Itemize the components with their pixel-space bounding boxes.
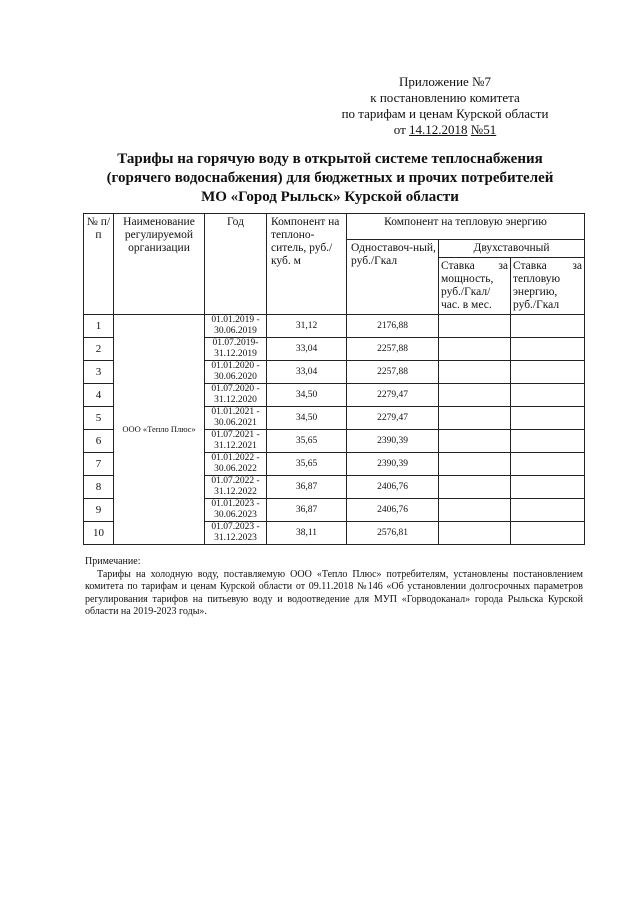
period-from: 01.07.2021 -	[211, 430, 260, 440]
header-energy: Компонент на тепловую энергию	[347, 214, 585, 240]
period-cell	[205, 407, 267, 430]
energy-rate-value	[511, 384, 585, 407]
period-from: 01.01.2023 -	[211, 499, 260, 509]
energy-rate-value	[511, 499, 585, 522]
carrier-component: 34,50	[267, 384, 347, 407]
period-to: 30.06.2022	[214, 464, 257, 474]
row-number: 8	[84, 476, 114, 499]
title-line-3: МО «Город Рыльск» Курской области	[201, 189, 459, 205]
single-rate-value: 2257,88	[347, 338, 439, 361]
capacity-rate-value	[439, 476, 511, 499]
period-cell	[205, 361, 267, 384]
period-cell	[205, 476, 267, 499]
period-cell	[205, 430, 267, 453]
header-energy-rate: Ставка за тепловую энергию, руб./Гкал	[511, 258, 585, 315]
energy-rate-value	[511, 453, 585, 476]
period-to: 31.12.2023	[214, 533, 257, 543]
single-rate-value: 2257,88	[347, 361, 439, 384]
period-cell	[205, 522, 267, 545]
header-num: № п/п	[84, 214, 114, 315]
carrier-component: 31,12	[267, 315, 347, 338]
document-title	[90, 150, 570, 207]
period-from: 01.01.2020 -	[211, 361, 260, 371]
row-number: 6	[84, 430, 114, 453]
capacity-rate-value	[439, 338, 511, 361]
period-from: 01.07.2020 -	[211, 384, 260, 394]
energy-rate-value	[511, 407, 585, 430]
capacity-rate-value	[439, 430, 511, 453]
energy-rate-value	[511, 430, 585, 453]
carrier-component: 34,50	[267, 407, 347, 430]
carrier-component: 35,65	[267, 453, 347, 476]
header-year: Год	[205, 214, 267, 315]
period-cell	[205, 453, 267, 476]
carrier-component: 33,04	[267, 361, 347, 384]
carrier-component: 33,04	[267, 338, 347, 361]
row-number: 4	[84, 384, 114, 407]
period-from: 01.07.2023 -	[211, 522, 260, 532]
row-number: 9	[84, 499, 114, 522]
carrier-component: 36,87	[267, 499, 347, 522]
period-cell	[205, 338, 267, 361]
period-from: 01.07.2019-	[212, 338, 259, 348]
period-from: 01.01.2021 -	[211, 407, 260, 417]
title-line-2: (горячего водоснабжения) для бюджетных и прочих потребителей	[106, 170, 554, 186]
note-block	[85, 556, 583, 619]
period-from: 01.01.2022 -	[211, 453, 260, 463]
row-number: 7	[84, 453, 114, 476]
row-number: 5	[84, 407, 114, 430]
single-rate-value: 2576,81	[347, 522, 439, 545]
period-to: 30.06.2023	[214, 510, 257, 520]
table-row	[84, 315, 585, 338]
single-rate-value: 2406,76	[347, 476, 439, 499]
energy-rate-value	[511, 522, 585, 545]
appendix-line-2: к постановлению комитета	[370, 90, 520, 105]
capacity-rate-value	[439, 384, 511, 407]
period-from: 01.07.2022 -	[211, 476, 260, 486]
header-carrier: Компонент на теплоно-ситель, руб./куб. м	[267, 214, 347, 315]
capacity-rate-value	[439, 522, 511, 545]
carrier-component: 35,65	[267, 430, 347, 453]
period-cell	[205, 315, 267, 338]
period-to: 31.12.2020	[214, 395, 257, 405]
capacity-rate-value	[439, 361, 511, 384]
header-org: Наименование регулируемой организации	[114, 214, 205, 315]
header-capacity-rate: Ставка за мощность, руб./Гкал/час. в мес.	[439, 258, 511, 315]
header-double-rate: Двухставочный	[439, 240, 585, 258]
appendix-date-line	[330, 122, 560, 138]
single-rate-value: 2406,76	[347, 499, 439, 522]
carrier-component: 36,87	[267, 476, 347, 499]
single-rate-value: 2176,88	[347, 315, 439, 338]
energy-rate-value	[511, 315, 585, 338]
energy-rate-value	[511, 338, 585, 361]
energy-rate-value	[511, 476, 585, 499]
period-to: 30.06.2020	[214, 372, 257, 382]
single-rate-value: 2390,39	[347, 453, 439, 476]
period-to: 31.12.2019	[214, 349, 257, 359]
single-rate-value: 2390,39	[347, 430, 439, 453]
period-from: 01.01.2019 -	[211, 315, 260, 325]
row-number: 10	[84, 522, 114, 545]
appendix-line-3: по тарифам и ценам Курской области	[341, 106, 549, 121]
single-rate-value: 2279,47	[347, 407, 439, 430]
organization-name: ООО «Тепло Плюс»	[114, 315, 205, 545]
capacity-rate-value	[439, 453, 511, 476]
period-cell	[205, 499, 267, 522]
capacity-rate-value	[439, 407, 511, 430]
appendix-number: №51	[470, 122, 497, 137]
row-number: 3	[84, 361, 114, 384]
title-line-1: Тарифы на горячую воду в открытой системе теплоснабжения	[117, 151, 543, 167]
appendix-prefix: от	[393, 122, 406, 137]
header-single-rate: Одноставоч-ный, руб./Гкал	[347, 240, 439, 315]
period-to: 31.12.2022	[214, 487, 257, 497]
note-heading: Примечание:	[85, 556, 141, 567]
period-to: 30.06.2019	[214, 326, 257, 336]
period-cell	[205, 384, 267, 407]
tariff-table	[83, 213, 585, 545]
appendix-block	[330, 74, 560, 138]
period-to: 31.12.2021	[214, 441, 257, 451]
row-number: 1	[84, 315, 114, 338]
capacity-rate-value	[439, 315, 511, 338]
single-rate-value: 2279,47	[347, 384, 439, 407]
capacity-rate-value	[439, 499, 511, 522]
row-number: 2	[84, 338, 114, 361]
note-text: Тарифы на холодную воду, поставляемую ООО «Тепло Плюс» потребителям, установлены постановлением комитета по тарифам и ценам Курской области от 09.11.2018 №146 «Об установлении долгосрочных параметров регулирования тарифов на питьевую воду и водоотведение для МУП «Горводоканал» города Рыльска Курской области на 2019-2023 годы».	[85, 568, 583, 617]
appendix-title: Приложение №7	[399, 74, 491, 89]
carrier-component: 38,11	[267, 522, 347, 545]
period-to: 30.06.2021	[214, 418, 257, 428]
energy-rate-value	[511, 361, 585, 384]
tariff-table-body	[84, 315, 585, 545]
appendix-date: 14.12.2018	[409, 122, 468, 137]
